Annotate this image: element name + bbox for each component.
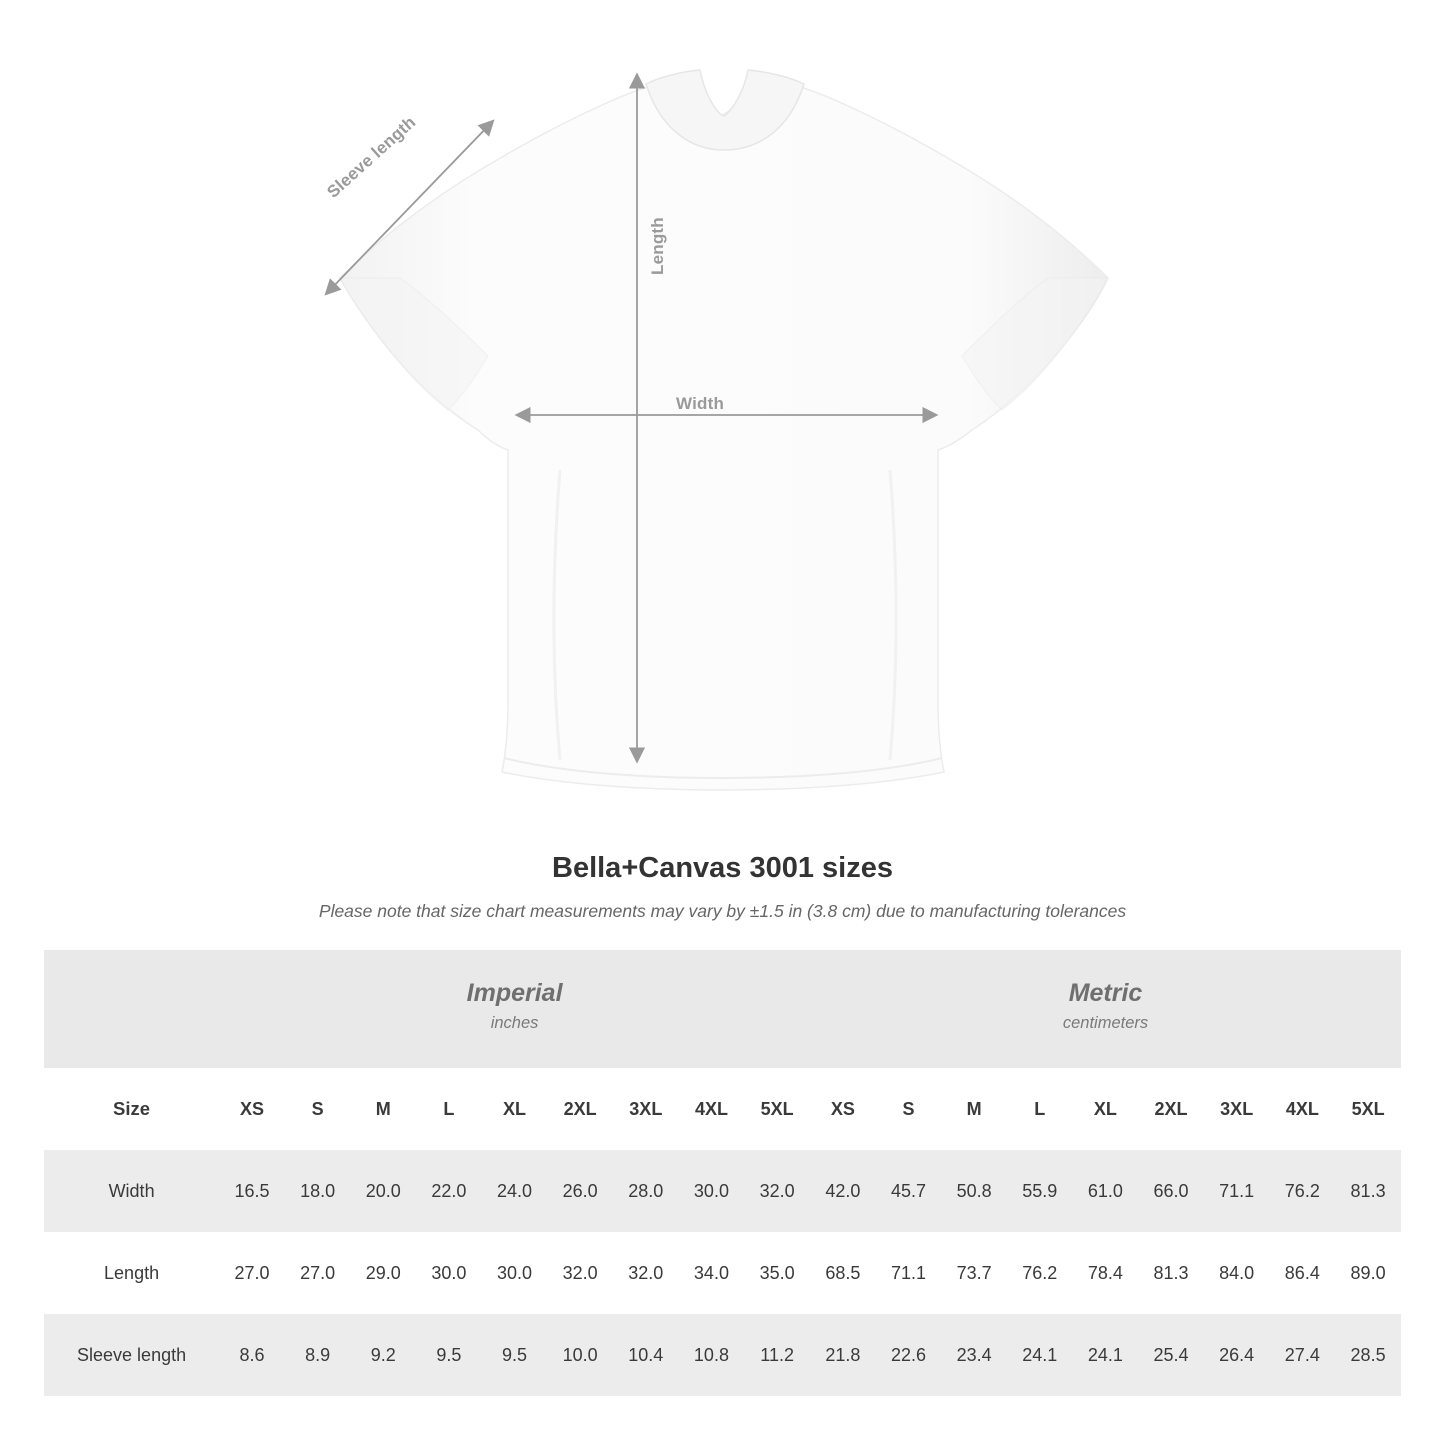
cell-sleeve-metric-xs: 21.8 [810, 1314, 876, 1396]
cell-width-metric-4xl: 76.2 [1270, 1150, 1336, 1232]
size-col-metric-4xl: 4XL [1270, 1068, 1336, 1150]
cell-width-imperial-m: 20.0 [350, 1150, 416, 1232]
cell-width-metric-s: 45.7 [876, 1150, 942, 1232]
cell-length-imperial-4xl: 34.0 [679, 1232, 745, 1314]
size-col-metric-xs: XS [810, 1068, 876, 1150]
size-col-imperial-s: S [285, 1068, 351, 1150]
length-label: Length [648, 217, 667, 275]
cell-sleeve-metric-5xl: 28.5 [1335, 1314, 1401, 1396]
unit-sub-imperial: inches [490, 1013, 539, 1032]
cell-length-metric-5xl: 89.0 [1335, 1232, 1401, 1314]
table-row [44, 1232, 1401, 1314]
cell-length-metric-xs: 68.5 [810, 1232, 876, 1314]
row-label-length: Length [44, 1232, 219, 1314]
size-col-metric-l: L [1007, 1068, 1073, 1150]
size-col-metric-xl: XL [1073, 1068, 1139, 1150]
size-col-metric-3xl: 3XL [1204, 1068, 1270, 1150]
page-title: Bella+Canvas 3001 sizes [552, 852, 893, 884]
tshirt-shape [340, 70, 1108, 790]
unit-group-imperial [219, 950, 810, 1068]
cell-sleeve-imperial-3xl: 10.4 [613, 1314, 679, 1396]
cell-length-metric-3xl: 84.0 [1204, 1232, 1270, 1314]
unit-name-metric: Metric [1068, 978, 1143, 1007]
cell-sleeve-imperial-l: 9.5 [416, 1314, 482, 1396]
size-col-imperial-xs: XS [219, 1068, 285, 1150]
cell-length-imperial-2xl: 32.0 [547, 1232, 613, 1314]
cell-sleeve-imperial-4xl: 10.8 [679, 1314, 745, 1396]
cell-sleeve-metric-s: 22.6 [876, 1314, 942, 1396]
cell-width-imperial-s: 18.0 [285, 1150, 351, 1232]
cell-sleeve-metric-xl: 24.1 [1073, 1314, 1139, 1396]
cell-sleeve-imperial-m: 9.2 [350, 1314, 416, 1396]
cell-width-metric-l: 55.9 [1007, 1150, 1073, 1232]
cell-length-metric-xl: 78.4 [1073, 1232, 1139, 1314]
cell-sleeve-imperial-xs: 8.6 [219, 1314, 285, 1396]
cell-length-imperial-3xl: 32.0 [613, 1232, 679, 1314]
cell-sleeve-imperial-s: 8.9 [285, 1314, 351, 1396]
cell-width-metric-2xl: 66.0 [1138, 1150, 1204, 1232]
cell-length-imperial-m: 29.0 [350, 1232, 416, 1314]
size-col-imperial-4xl: 4XL [679, 1068, 745, 1150]
cell-width-metric-xs: 42.0 [810, 1150, 876, 1232]
unit-header-row [44, 950, 1401, 1068]
cell-sleeve-metric-4xl: 27.4 [1270, 1314, 1336, 1396]
unit-sub-metric: centimeters [1062, 1013, 1149, 1032]
cell-length-imperial-xs: 27.0 [219, 1232, 285, 1314]
cell-width-imperial-5xl: 32.0 [744, 1150, 810, 1232]
cell-length-imperial-5xl: 35.0 [744, 1232, 810, 1314]
size-col-metric-m: M [941, 1068, 1007, 1150]
cell-width-metric-3xl: 71.1 [1204, 1150, 1270, 1232]
cell-sleeve-imperial-2xl: 10.0 [547, 1314, 613, 1396]
cell-sleeve-metric-l: 24.1 [1007, 1314, 1073, 1396]
cell-sleeve-imperial-xl: 9.5 [482, 1314, 548, 1396]
size-col-metric-2xl: 2XL [1138, 1068, 1204, 1150]
cell-sleeve-metric-3xl: 26.4 [1204, 1314, 1270, 1396]
size-col-imperial-3xl: 3XL [613, 1068, 679, 1150]
cell-width-metric-xl: 61.0 [1073, 1150, 1139, 1232]
cell-width-imperial-3xl: 28.0 [613, 1150, 679, 1232]
cell-length-imperial-l: 30.0 [416, 1232, 482, 1314]
unit-group-metric [810, 950, 1401, 1068]
cell-length-metric-2xl: 81.3 [1138, 1232, 1204, 1314]
size-col-imperial-2xl: 2XL [547, 1068, 613, 1150]
cell-length-metric-l: 76.2 [1007, 1232, 1073, 1314]
row-label-width: Width [44, 1150, 219, 1232]
width-label: Width [676, 394, 725, 413]
table-row [44, 1314, 1401, 1396]
cell-length-metric-s: 71.1 [876, 1232, 942, 1314]
size-col-imperial-m: M [350, 1068, 416, 1150]
cell-sleeve-metric-2xl: 25.4 [1138, 1314, 1204, 1396]
size-header-row [44, 1068, 1401, 1150]
unit-header-blank [44, 950, 219, 1068]
cell-width-imperial-l: 22.0 [416, 1150, 482, 1232]
size-table-wrapper [44, 950, 1401, 1396]
size-col-imperial-5xl: 5XL [744, 1068, 810, 1150]
cell-width-imperial-2xl: 26.0 [547, 1150, 613, 1232]
cell-width-imperial-xs: 16.5 [219, 1150, 285, 1232]
row-header-size: Size [44, 1068, 219, 1150]
unit-name-imperial: Imperial [466, 978, 563, 1007]
cell-width-metric-5xl: 81.3 [1335, 1150, 1401, 1232]
size-col-metric-5xl: 5XL [1335, 1068, 1401, 1150]
cell-length-imperial-xl: 30.0 [482, 1232, 548, 1314]
size-col-imperial-xl: XL [482, 1068, 548, 1150]
cell-length-metric-m: 73.7 [941, 1232, 1007, 1314]
cell-sleeve-metric-m: 23.4 [941, 1314, 1007, 1396]
size-col-imperial-l: L [416, 1068, 482, 1150]
tolerance-note: Please note that size chart measurements may vary by ±1.5 in (3.8 cm) due to manufacturing tolerances [318, 901, 1127, 921]
cell-width-imperial-4xl: 30.0 [679, 1150, 745, 1232]
cell-width-metric-m: 50.8 [941, 1150, 1007, 1232]
cell-width-imperial-xl: 24.0 [482, 1150, 548, 1232]
size-table [44, 950, 1401, 1396]
table-row [44, 1150, 1401, 1232]
cell-length-imperial-s: 27.0 [285, 1232, 351, 1314]
sleeve-length-label: Sleeve length [323, 112, 420, 202]
cell-sleeve-imperial-5xl: 11.2 [744, 1314, 810, 1396]
size-col-metric-s: S [876, 1068, 942, 1150]
cell-length-metric-4xl: 86.4 [1270, 1232, 1336, 1314]
row-label-sleeve-length: Sleeve length [44, 1314, 219, 1396]
